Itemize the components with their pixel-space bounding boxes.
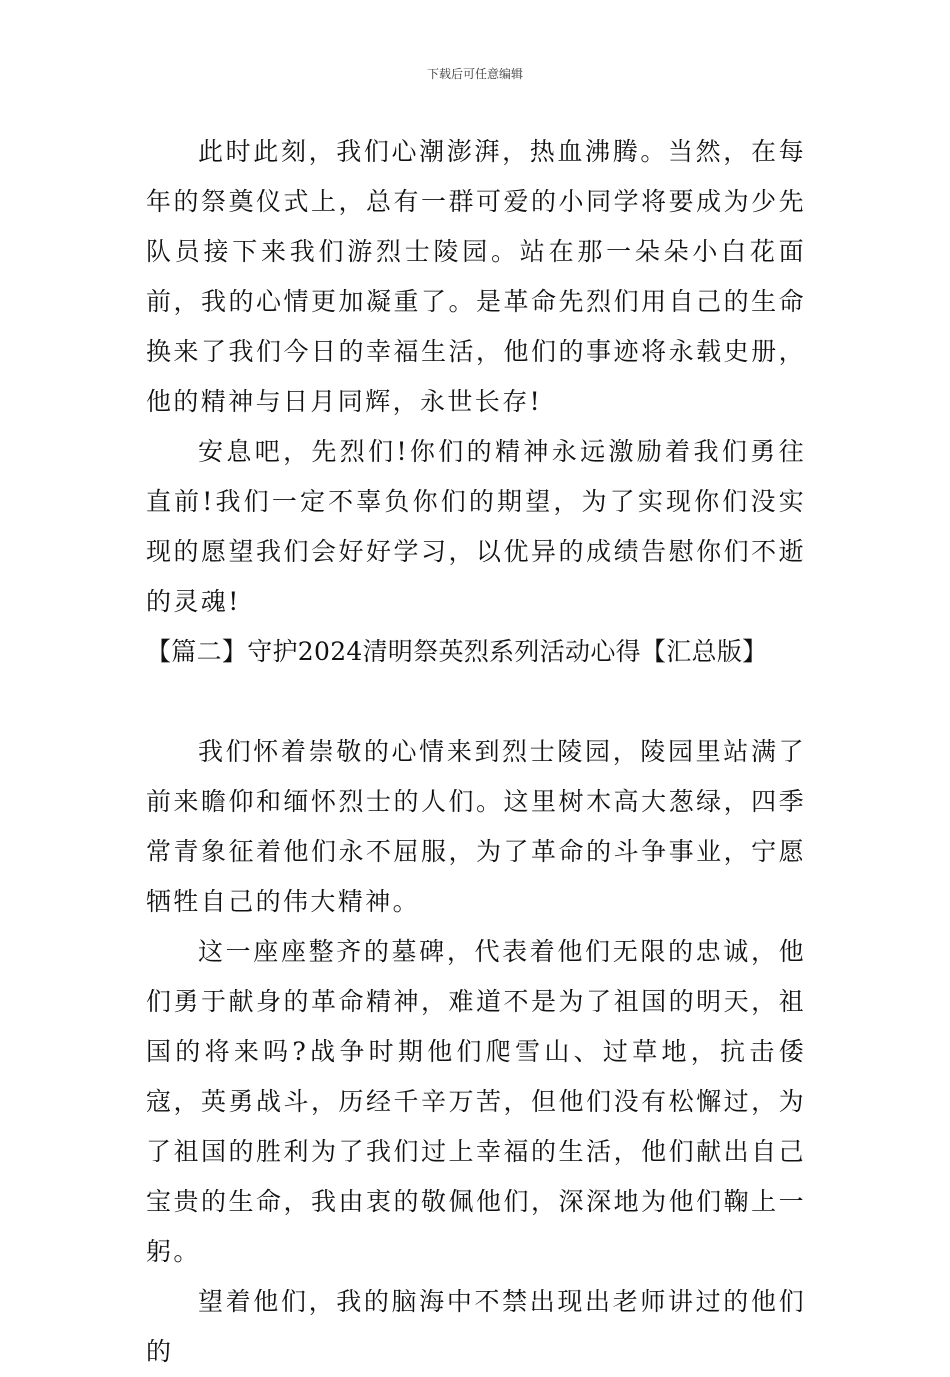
- blank-line: [146, 677, 806, 727]
- paragraph: 我们怀着崇敬的心情来到烈士陵园，陵园里站满了前来瞻仰和缅怀烈士的人们。这里树木高大葱绿，四季常青象征着他们永不屈服，为了革命的斗争事业，宁愿牺牲自己的伟大精神。: [146, 737, 806, 916]
- page-header: 下载后可任意编辑: [426, 67, 523, 81]
- paragraph: 此时此刻，我们心潮澎湃，热血沸腾。当然，在每年的祭奠仪式上，总有一群可爱的小同学将要成为少先队员接下来我们游烈士陵园。站在那一朵朵小白花面前，我的心情更加凝重了。是革命先烈们用自己的生命换来了我们今日的幸福生活，他们的事迹将永载史册，他的精神与日月同辉，永世长存!: [146, 137, 806, 416]
- paragraph: 这一座座整齐的墓碑，代表着他们无限的忠诚，他们勇于献身的革命精神，难道不是为了祖国的明天，祖国的将来吗?战争时期他们爬雪山、过草地，抗击倭寇，英勇战斗，历经千辛万苦，但他们没有松懈过，为了祖国的胜利为了我们过上幸福的生活，他们献出自己宝贵的生命，我由衷的敬佩他们，深深地为他们鞠上一躬。: [146, 937, 806, 1266]
- paragraph: 望着他们，我的脑海中不禁出现出老师讲过的他们的: [146, 1287, 806, 1366]
- section-heading: 【篇二】守护2024清明祭英烈系列活动心得【汇总版】: [146, 637, 768, 666]
- document-body: [146, 127, 806, 1377]
- paragraph: 安息吧，先烈们!你们的精神永远激励着我们勇往直前!我们一定不辜负你们的期望，为了实现你们没实现的愿望我们会好好学习，以优异的成绩告慰你们不逝的灵魂!: [146, 437, 806, 616]
